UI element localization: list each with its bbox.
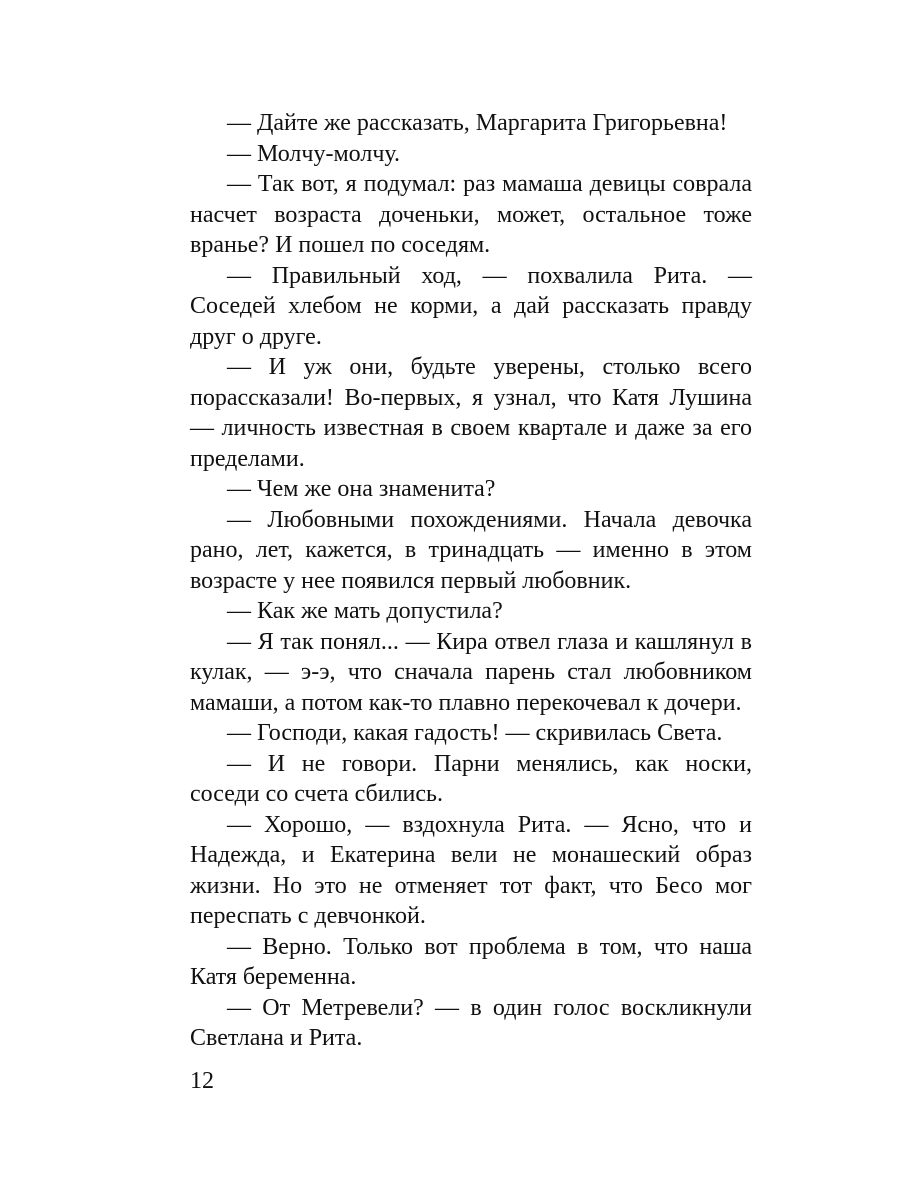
paragraph: — Дайте же рассказать, Маргарита Григорьевна! [227,110,728,136]
body-text [190,108,752,1054]
paragraph: — Так вот, я подумал: раз мамаша девицы соврала насчет возраста доченьки, может, остальное тоже вранье? И пошел по соседям. [190,171,752,258]
paragraph: — И не говори. Парни менялись, как носки, соседи со счета сбились. [190,750,752,807]
paragraph: — Молчу-молчу. [227,140,400,167]
page-number: 12 [190,1068,214,1094]
paragraph: — Правильный ход, — похвалила Рита. — Соседей хлебом не корми, а дай рассказать правду друг о друге. [190,262,752,350]
paragraph: — Верно. Только вот проблема в том, что наша Катя беременна. [190,933,752,990]
paragraph: — Я так понял... — Кира отвел глаза и кашлянул в кулак, — э-э, что сначала парень стал любовником мамаши, а потом как-то плавно перекочевал к дочери. [190,628,752,716]
paragraph: — Любовными похождениями. Начала девочка рано, лет, кажется, в тринадцать — именно в этом возрасте у нее появился первый любовник. [190,506,752,594]
paragraph: — Как же мать допустила? [227,598,503,624]
paragraph: — От Метревели? — в один голос воскликнули Светлана и Рита. [190,994,752,1051]
paragraph: — Господи, какая гадость! — скривилась Света. [227,720,723,746]
paragraph: — И уж они, будьте уверены, столько всего порассказали! Во-первых, я узнал, что Катя Лушина — личность известная в своем квартале и даже за его пределами. [190,354,752,472]
paragraph: — Хорошо, — вздохнула Рита. — Ясно, что и Надежда, и Екатерина вели не монашеский образ жизни. Но это не отменяет тот факт, что Бесо мог переспать с девчонкой. [190,811,752,929]
paragraph: — Чем же она знаменита? [227,476,496,502]
